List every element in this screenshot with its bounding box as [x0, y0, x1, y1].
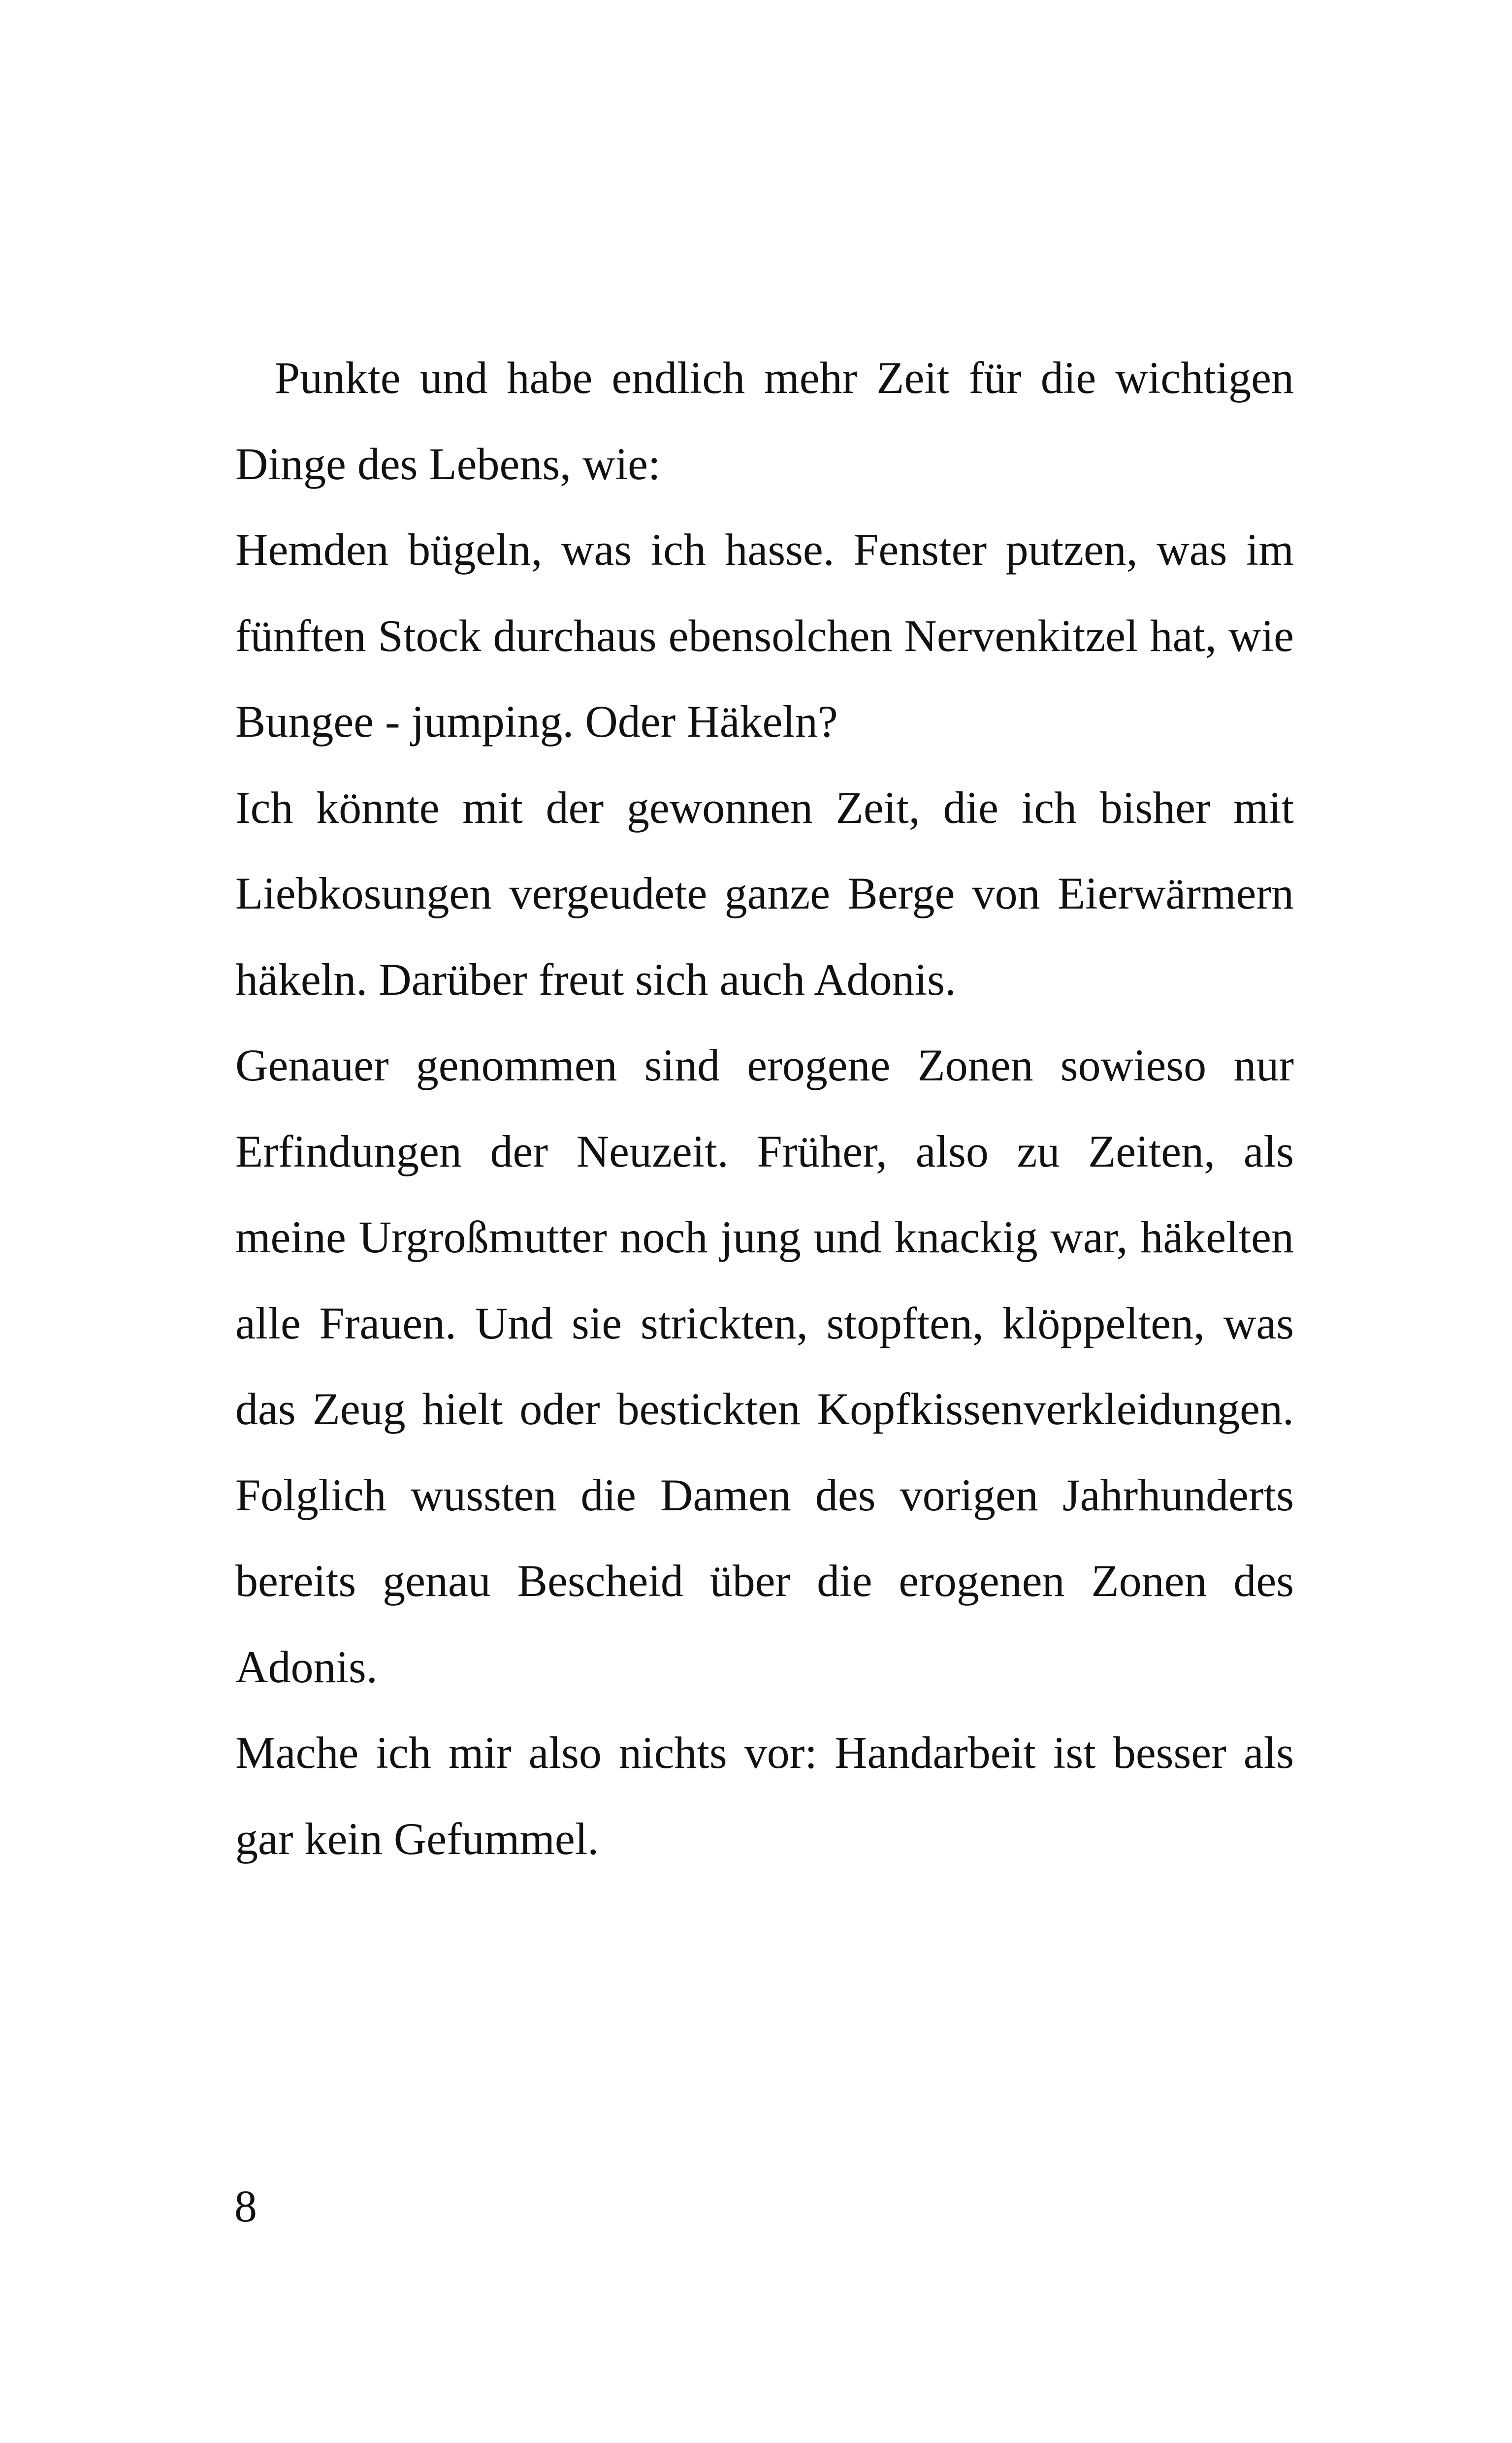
paragraph-continuation: Punkte und habe endlich mehr Zeit für die wichtigen Dinge des Lebens, wie:	[235, 353, 1294, 489]
paragraph-egg-warmers: Ich könnte mit der gewonnen Zeit, die ich bisher mit Liebkosungen vergeudete ganze Berge von Eierwärmern häkeln. Darüber freut sich auch Adonis.	[235, 782, 1294, 1005]
body-text	[235, 335, 1294, 1882]
paragraph-handwork: Mache ich mir also nichts vor: Handarbeit ist besser als gar kein Gefummel.	[235, 1727, 1294, 1864]
paragraph-ironing: Hemden bügeln, was ich hasse. Fenster putzen, was im fünften Stock durchaus ebensolchen Nervenkitzel hat, wie Bungee - jumping. Oder Häkeln?	[235, 524, 1294, 747]
page-number: 8	[234, 2181, 257, 2231]
paragraph-erogenous-zones: Genauer genommen sind erogene Zonen sowieso nur Erfindungen der Neuzeit. Früher, also zu Zeiten, als meine Urgroßmutter noch jung und knackig war, häkelten alle Frauen. Und sie strickten, stopften, klöppelten, was das Zeug hielt oder bestickten Kopfkissenverkleidungen. Folglich wussten die Damen des vorigen Jahrhunderts bereits genau Bescheid über die erogenen Zonen des Adonis.	[235, 1040, 1294, 1692]
